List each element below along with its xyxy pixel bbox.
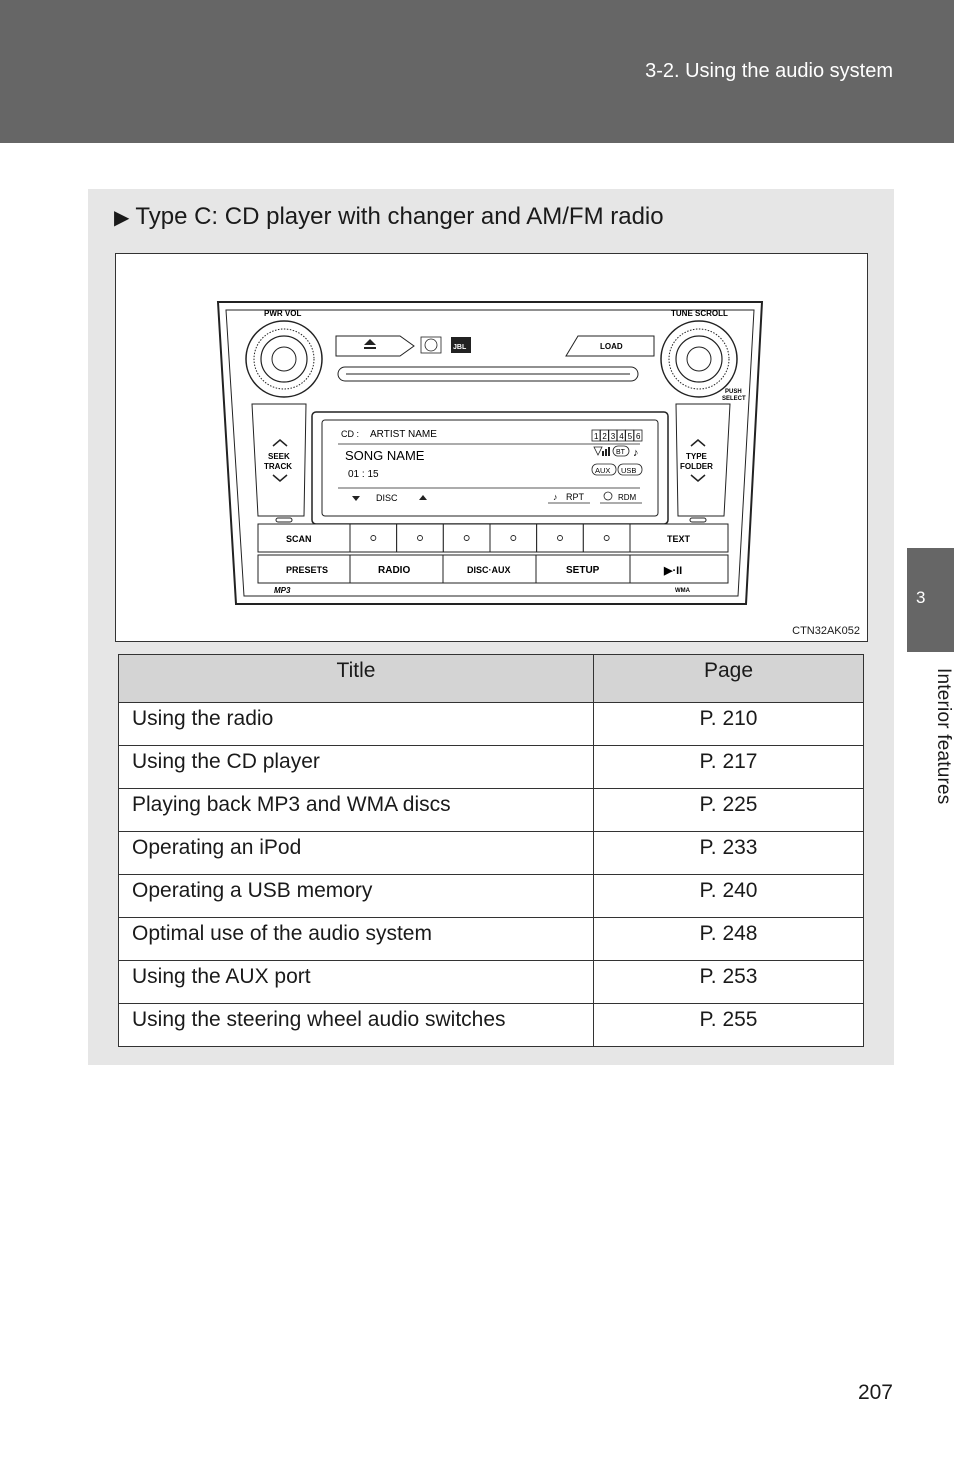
disc-slot-number: 5 xyxy=(627,432,633,441)
preset-dot-icon xyxy=(371,536,376,541)
display-disc: DISC xyxy=(376,493,398,503)
display-rpt: RPT xyxy=(566,492,584,502)
display-aux: AUX xyxy=(595,466,611,475)
preset-dot-icon xyxy=(464,536,469,541)
tune-scroll-label: TUNE SCROLL xyxy=(671,309,728,318)
row-page[interactable]: P. 240 xyxy=(594,875,864,918)
disc-aux-label: DISC·AUX xyxy=(467,565,511,575)
table-row[interactable] xyxy=(119,746,864,789)
triangle-bullet-icon: ▶ xyxy=(114,207,130,229)
display-time: 01 : 15 xyxy=(348,469,379,480)
chapter-tab[interactable] xyxy=(907,548,954,652)
row-page[interactable]: P. 248 xyxy=(594,918,864,961)
page-column-header: Page xyxy=(594,655,864,703)
preset-dot-icon xyxy=(511,536,516,541)
right-indicator xyxy=(690,518,706,522)
table-row[interactable] xyxy=(119,875,864,918)
type-label: TYPE xyxy=(686,452,707,461)
radio-label: RADIO xyxy=(378,565,411,576)
row-title: Using the radio xyxy=(119,703,594,746)
row-title: Using the AUX port xyxy=(119,961,594,1004)
reference-table xyxy=(118,654,864,1047)
page-number: 207 xyxy=(857,1381,893,1404)
display-rdm: RDM xyxy=(618,493,637,502)
disc-slot-number: 4 xyxy=(619,432,624,441)
jbl-logo-text: JBL xyxy=(453,344,467,351)
play-pause-label: ▶·II xyxy=(664,565,683,577)
volume-knob-icon xyxy=(246,321,322,397)
row-title: Playing back MP3 and WMA discs xyxy=(119,789,594,832)
left-indicator xyxy=(276,518,292,522)
signal-bar-icon xyxy=(605,449,607,456)
table-row[interactable] xyxy=(119,918,864,961)
music-note-icon: ♪ xyxy=(633,447,639,459)
display-artist: ARTIST NAME xyxy=(370,429,437,440)
display-bt: BT xyxy=(616,449,625,456)
panel-heading xyxy=(114,203,664,231)
audio-unit-illustration xyxy=(116,254,867,641)
folder-label: FOLDER xyxy=(680,462,713,471)
row-page[interactable]: P. 255 xyxy=(594,1004,864,1047)
table-row[interactable] xyxy=(119,961,864,1004)
text-label: TEXT xyxy=(667,534,691,544)
eject-button[interactable] xyxy=(336,336,414,356)
panel-heading-text: Type C: CD player with changer and AM/FM radio xyxy=(135,203,664,230)
row-title: Optimal use of the audio system xyxy=(119,918,594,961)
row-page[interactable]: P. 233 xyxy=(594,832,864,875)
table-row[interactable] xyxy=(119,789,864,832)
pwr-vol-label: PWR VOL xyxy=(264,309,302,318)
setup-label: SETUP xyxy=(566,565,600,576)
tune-knob-icon xyxy=(661,321,737,397)
signal-bar-icon xyxy=(608,447,610,456)
table-row[interactable] xyxy=(119,1004,864,1047)
track-label: TRACK xyxy=(264,462,292,471)
disc-slot-number: 2 xyxy=(602,432,607,441)
display-song: SONG NAME xyxy=(345,448,425,463)
preset-dot-icon xyxy=(558,536,563,541)
display-usb: USB xyxy=(621,466,637,475)
seek-label: SEEK xyxy=(268,452,290,461)
table-header-row xyxy=(119,655,864,703)
select-label: SELECT xyxy=(722,396,746,402)
mp3-logo: MP3 xyxy=(274,586,291,595)
audio-unit-figure xyxy=(115,253,868,642)
disc-slot-number: 1 xyxy=(594,432,599,441)
chapter-label: Interior features xyxy=(933,668,954,805)
signal-bar-icon xyxy=(602,451,604,456)
title-column-header: Title xyxy=(119,655,594,703)
row-title: Operating an iPod xyxy=(119,832,594,875)
preset-dot-icon xyxy=(418,536,423,541)
figure-code: CTN32AK052 xyxy=(792,625,860,637)
row-page[interactable]: P. 217 xyxy=(594,746,864,789)
row-page[interactable]: P. 210 xyxy=(594,703,864,746)
section-title: 3-2. Using the audio system xyxy=(645,60,893,82)
row-page[interactable]: P. 253 xyxy=(594,961,864,1004)
chapter-number: 3 xyxy=(916,588,926,607)
row-title: Using the steering wheel audio switches xyxy=(119,1004,594,1047)
push-label: PUSH xyxy=(725,389,742,395)
eject-bar-icon xyxy=(364,347,376,349)
load-label: LOAD xyxy=(600,342,623,351)
disc-slot-number: 6 xyxy=(636,432,641,441)
wma-logo: WMA xyxy=(675,588,690,594)
disc-slot-indicators xyxy=(592,430,642,441)
disc-slot-number: 3 xyxy=(610,432,616,441)
scan-label: SCAN xyxy=(286,534,312,544)
preset-buttons xyxy=(350,524,630,552)
display-source: CD : xyxy=(341,429,359,439)
repeat-note-icon: ♪ xyxy=(553,492,558,502)
table-row[interactable] xyxy=(119,832,864,875)
preset-dot-icon xyxy=(604,536,609,541)
row-title: Operating a USB memory xyxy=(119,875,594,918)
table-row[interactable] xyxy=(119,703,864,746)
row-page[interactable]: P. 225 xyxy=(594,789,864,832)
row-title: Using the CD player xyxy=(119,746,594,789)
presets-label: PRESETS xyxy=(286,565,329,575)
